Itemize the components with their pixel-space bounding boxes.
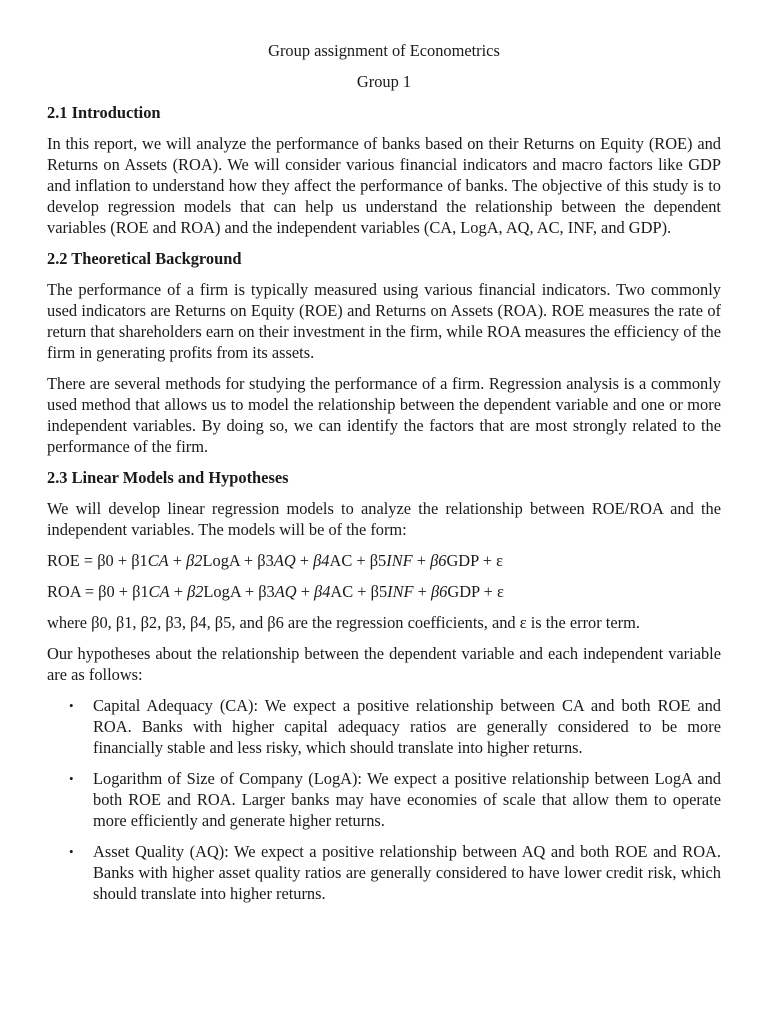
roa-equation: ROA = β0 + β1CA + β2LogA + β3AQ + β4AC + β5INF + β6GDP + ε: [47, 582, 504, 601]
models-paragraph-3: Our hypotheses about the relationship between the dependent variable and each independent variable are as follows:: [47, 644, 721, 684]
hypotheses-list: [47, 695, 721, 904]
models-heading: 2.3 Linear Models and Hypotheses: [47, 468, 289, 487]
list-item-text: Asset Quality (AQ): We expect a positive relationship between AQ and both ROE and ROA. Banks with higher asset quality ratios are generally considered to have lower credit risk, which should translate into higher returns.: [93, 842, 721, 903]
list-item: [69, 695, 721, 758]
models-paragraph-2: where β0, β1, β2, β3, β4, β5, and β6 are the regression coefficients, and ε is the error term.: [47, 613, 640, 632]
list-item: [69, 768, 721, 831]
document-title: Group assignment of Econometrics: [268, 41, 500, 60]
bullet-icon: •: [69, 844, 74, 859]
roe-equation: ROE = β0 + β1CA + β2LogA + β3AQ + β4AC + β5INF + β6GDP + ε: [47, 551, 503, 570]
list-item-text: Capital Adequacy (CA): We expect a positive relationship between CA and both ROE and ROA. Banks with higher capital adequacy ratios are generally considered to be more financially stable and less risky, which should translate into higher returns.: [93, 696, 721, 757]
bullet-icon: •: [69, 698, 74, 713]
intro-heading: 2.1 Introduction: [47, 103, 161, 122]
theory-heading: 2.2 Theoretical Background: [47, 249, 242, 268]
theory-paragraph-1: The performance of a firm is typically measured using various financial indicators. Two commonly used indicators are Returns on Equity (ROE) and Returns on Assets (ROA). ROE measures the rate of return that shareholders earn on their investment in the firm, while ROA measures the efficiency of the firm in generating profits from its assets.: [47, 280, 721, 362]
group-label: Group 1: [356, 72, 412, 91]
list-item: [69, 841, 721, 904]
models-paragraph-1: We will develop linear regression models to analyze the relationship between ROE/ROA and the independent variables. The models will be of the form:: [47, 499, 721, 539]
list-item-text: Logarithm of Size of Company (LogA): We expect a positive relationship between LogA and both ROE and ROA. Larger banks may have economies of scale that allow them to operate more efficiently and generate higher returns.: [93, 769, 721, 830]
bullet-icon: •: [69, 771, 74, 786]
intro-paragraph: In this report, we will analyze the performance of banks based on their Returns on Equity (ROE) and Returns on Assets (ROA). We will consider various financial indicators and macro factors like GDP and inflation to understand how they affect the performance of banks. The objective of this study is to develop regression models that can help us understand the relationship between the dependent variables (ROE and ROA) and the independent variables (CA, LogA, AQ, AC, INF, and GDP).: [47, 134, 721, 237]
theory-paragraph-2: There are several methods for studying the performance of a firm. Regression analysis is a commonly used method that allows us to model the relationship between the dependent variable and one or more independent variables. By doing so, we can identify the factors that are most strongly related to the performance of the firm.: [47, 374, 721, 456]
